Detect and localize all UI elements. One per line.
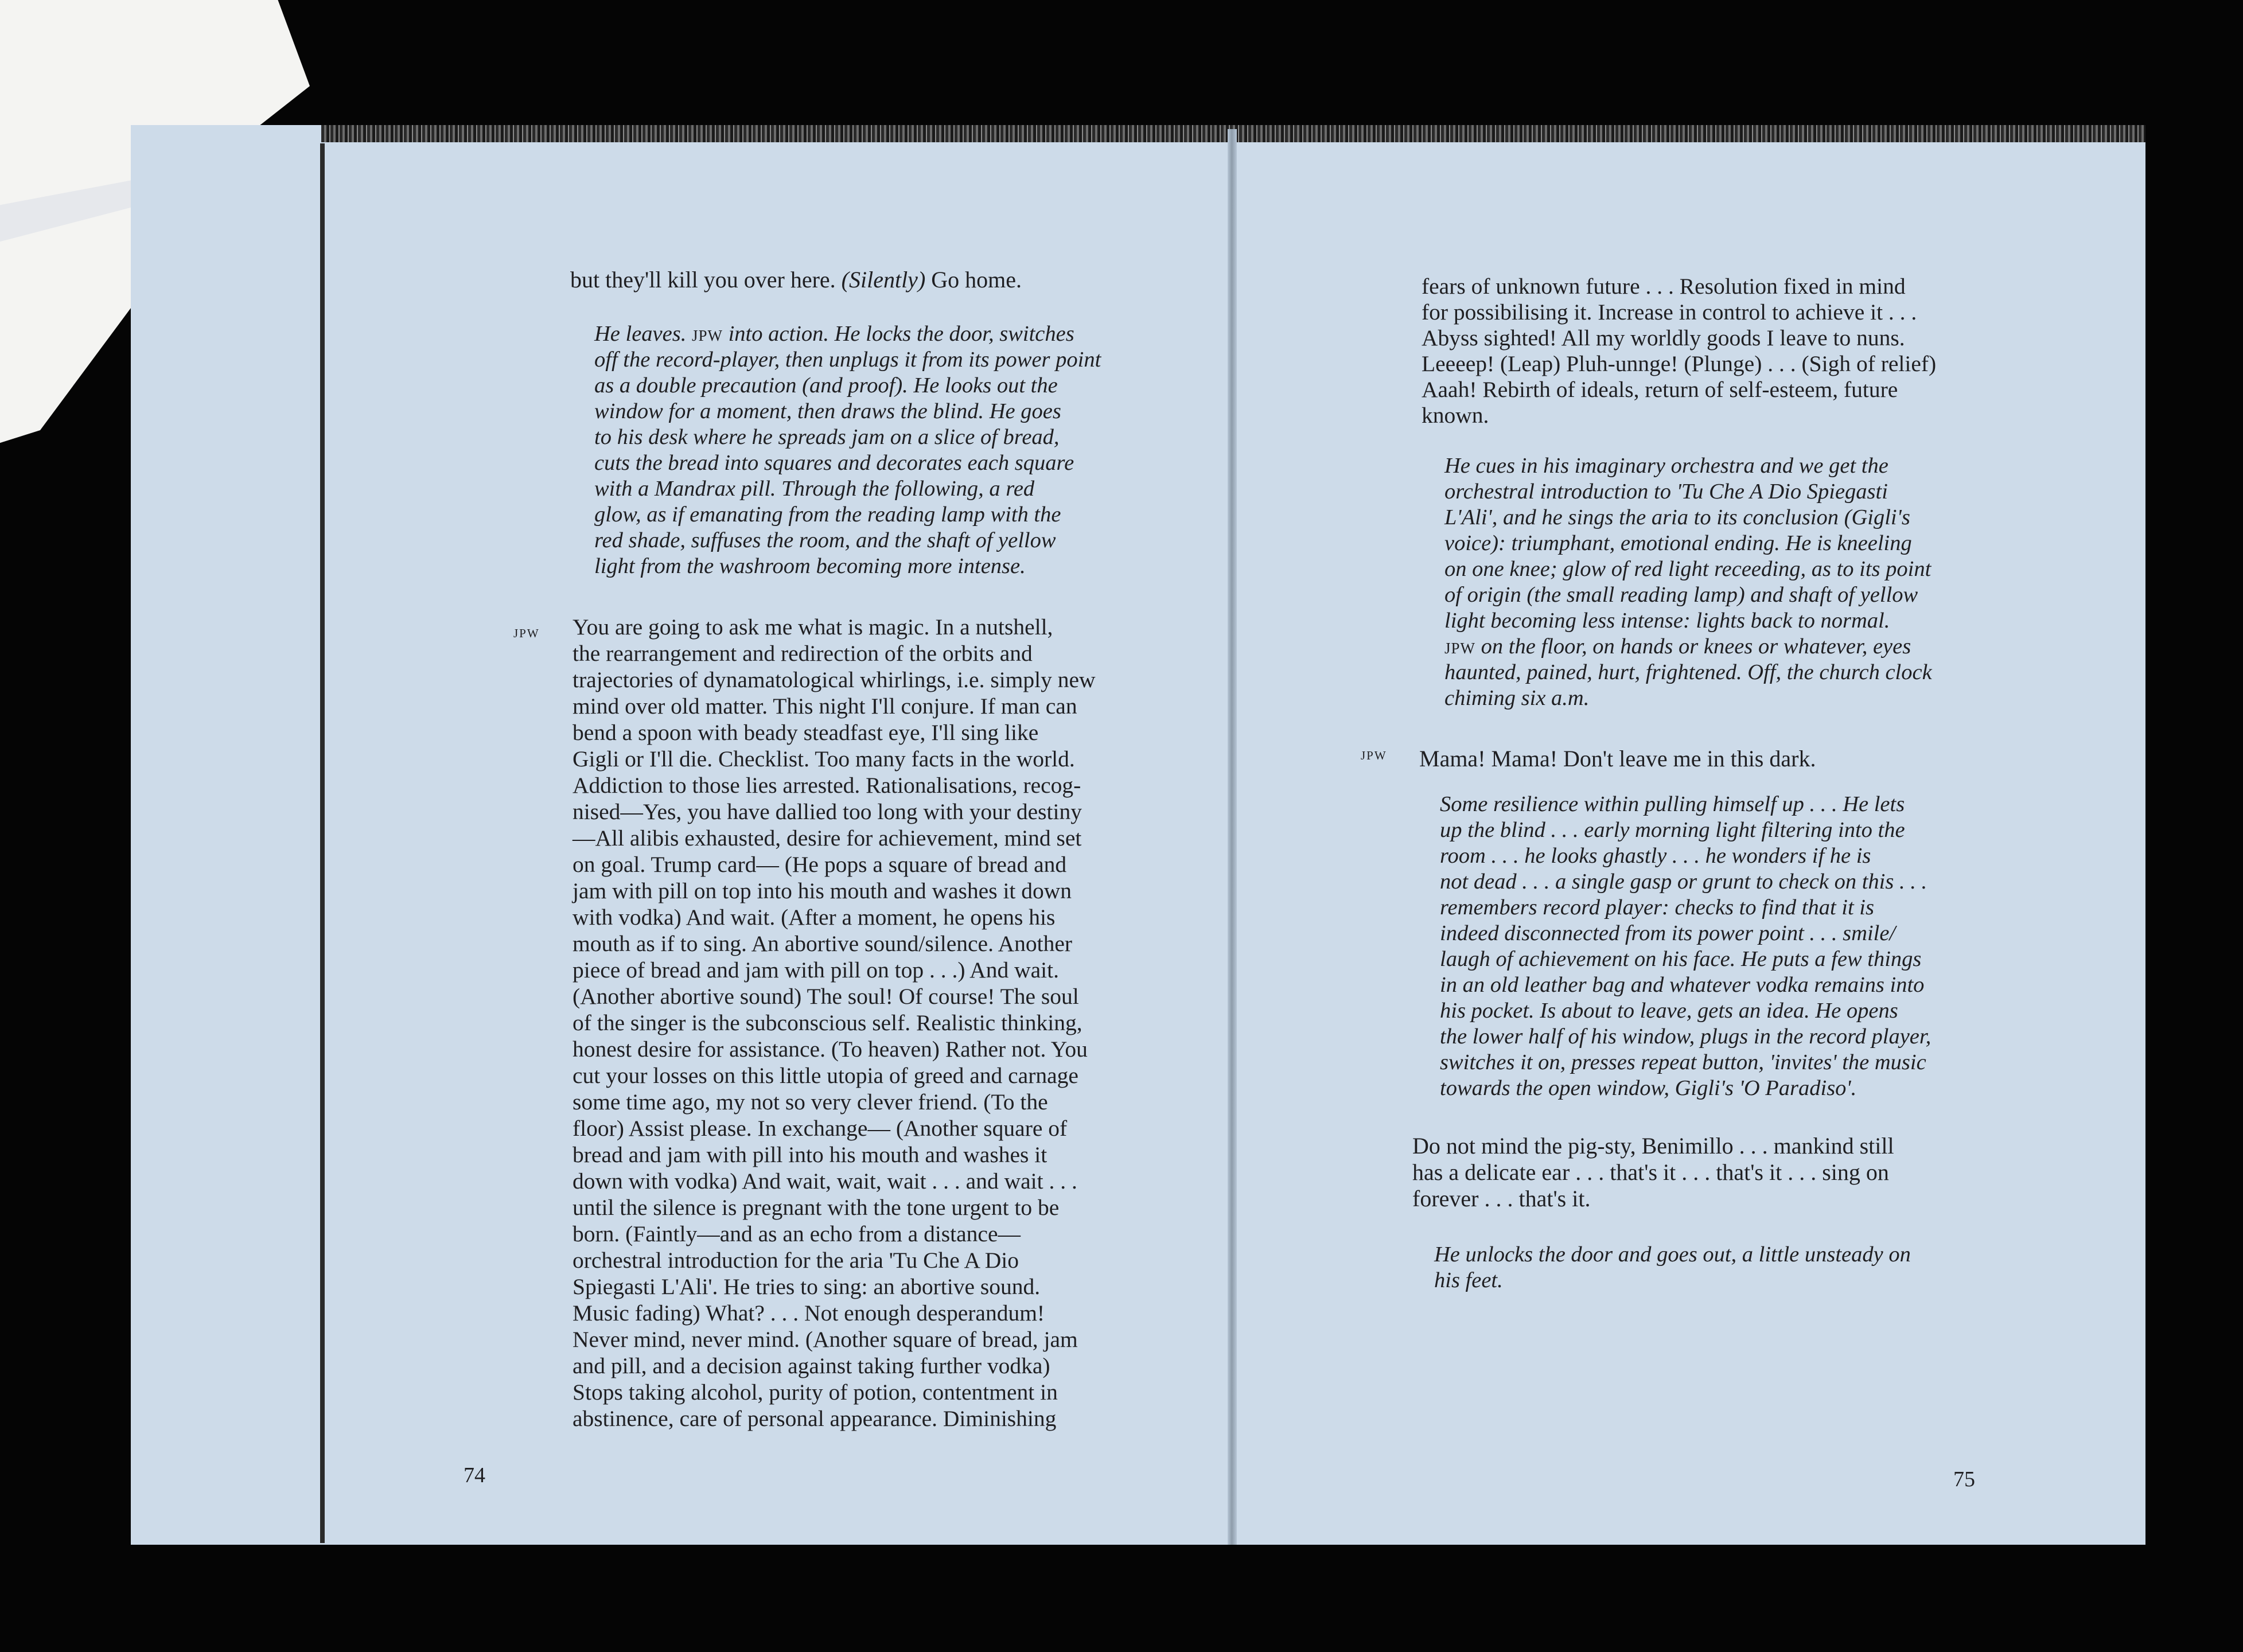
page-number-left: 74 bbox=[464, 1463, 485, 1487]
speech-continuation: fears of unknown future . . . Resolution fixed in mind for possibilising it. Increase in control to achieve it . . . Abyss sighted! All my worldly goods I leave to nuns. Leeeep! (Leap) Pluh-unnge! (Plunge) . . . (Sigh of relief) Aaah! Rebirth of ideals, return of self-esteem, future known. bbox=[1422, 274, 1937, 428]
stage-direction-3: Some resilience within pulling himself up . . . He lets up the blind . . . early morning light filtering into the room . . . he looks ghastly . . . he wonders if he is not dead . . . a single gasp or grunt to check on this . . . remembers record player: checks to find that it is indeed disconnected from its power point . . . smile/ laugh of achievement on his face. He puts a few things in an old leather bag and whatever vodka remains into his pocket. Is about to leave, gets an idea. He opens the lower half of his window, plugs in the record player, switches it on, presses repeat button, 'invites' the music towards the open window, Gigli's 'O Paradiso'. bbox=[1440, 792, 1932, 1100]
left-top-line: but they'll kill you over here. (Silently) Go home. bbox=[570, 267, 1022, 293]
book-left-edge bbox=[320, 143, 325, 1543]
speech-block: You are going to ask me what is magic. In a nutshell, the rearrangement and redirection of the orbits and trajectories of dynamatological whirlings, i.e. simply new mind over old matter. This night I'll conjure. If man can bend a spoon with beady steadfast eye, I'll sing like Gigli or I'll die. Checklist. Too many facts in the world. Addiction to those lies arrested. Rationalisations, recog- nised—Yes, you have dallied too long with your destiny —All alibis exhausted, desire for achievement, mind set on goal. Trump card— (He pops a square of bread and jam with pill on top into his mouth and washes it down with vodka) And wait. (After a moment, he opens his mouth as if to sing. An abortive sound/silence. Another piece of bread and jam with pill on top . . .) And wait. (Another abortive sound) The soul! Of course! The soul of the singer is the subconscious self. Realistic thinking, honest desire for assistance. (To heaven) Rather not. You cut your losses on this little utopia of greed and carnage some time ago, my not so very clever friend. (To the floor) Assist please. In exchange— (Another square of bread and jam with pill into his mouth and washes it down with vodka) And wait, wait, wait . . . and wait . . . until the silence is pregnant with the tone urgent to be born. (Faintly—and as an echo from a distance— orchestral introduction for the aria 'Tu Che A Dio Spiegasti L'Ali'. He tries to sing: an abortive sound. Music fading) What? . . . Not enough desperandum! Never mind, never mind. (Another square of bread, jam and pill, and a decision against taking further vodka) Stops taking alcohol, purity of potion, contentment in abstinence, care of personal appearance. Diminishing bbox=[573, 614, 1096, 1431]
stage-direction-1: He leaves. jpw into action. He locks the door, switches off the record-player, then unplugs it from its power point as a double precaution (and proof). He looks out the window for a moment, then draws the blind. He goes to his desk where he spreads jam on a slice of bread, cuts the bread into squares and decorates each square with a Mandrax pill. Through the following, a red glow, as if emanating from the reading lamp with the red shade, suffuses the room, and the shaft of yellow light from the washroom becoming more intense. bbox=[594, 322, 1101, 578]
speaker-label-right: jpw bbox=[1361, 745, 1387, 763]
speech-block-right: Do not mind the pig-sty, Benimillo . . . mankind still has a delicate ear . . . that's it . . . that's it . . . sing on forever . . . that's it. bbox=[1412, 1133, 1894, 1211]
book-gutter bbox=[1228, 129, 1237, 1545]
stage-direction-4: He unlocks the door and goes out, a little unsteady on his feet. bbox=[1434, 1242, 1911, 1292]
speaker-label: jpw bbox=[513, 622, 540, 641]
stage-direction-2: He cues in his imaginary orchestra and we get the orchestral introduction to 'Tu Che A Dio Spiegasti L'Ali', and he sings the aria to its conclusion (Gigli's voice): triumphant, emotional ending. He is kneeling on one knee; glow of red light receeding, as to its point of origin (the small reading lamp) and shaft of yellow light becoming less intense: lights back to normal. jpw on the floor, on hands or knees or whatever, eyes haunted, pained, hurt, frightened. Off, the church clock chiming six a.m. bbox=[1444, 454, 1932, 710]
speech-line: Mama! Mama! Don't leave me in this dark. bbox=[1419, 746, 1816, 772]
page-number-right: 75 bbox=[1953, 1467, 1975, 1491]
